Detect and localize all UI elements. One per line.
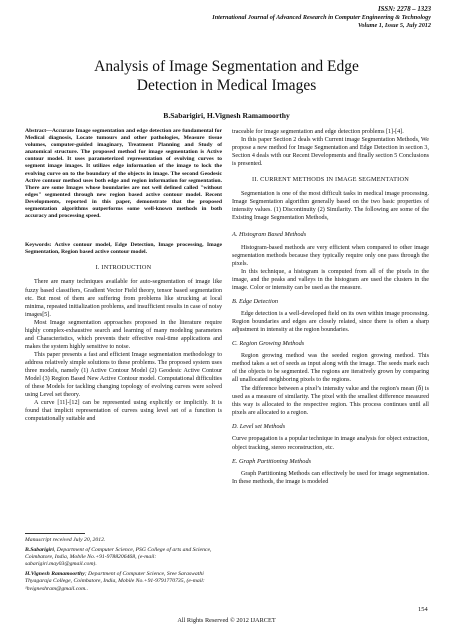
left-column [25,128,222,423]
region-growing-text: ) is used as a measure of similarity. The pixel with the smallest difference measured this way is allocated to the respective region. This process continues until all pixels are allocated to a region. [232,386,429,417]
intro-continuation: traceable for image segmentation and edge detection problems [1]-[4]. [232,129,404,135]
journal-name: International Journal of Advanced Research in Computer Engineering & Technology [212,14,431,22]
paper-title [40,57,413,95]
subsection-heading-level-set: D. Level set Methods [232,423,286,431]
author1-affiliation [25,547,222,568]
subsection-heading-region-growing: C. Region Growing Methods [232,339,305,347]
author1-name: B.Sabarigiri [25,547,54,554]
subsection-heading-histogram: A. Histogram Based Methods [232,231,307,239]
page-footer: All Rights Reserved © 2012 IJARCET [177,617,276,624]
histogram-paragraph: Histogram-based methods are very efficient when compared to other image segmentation methods because they typically require only one pass through the pixels. [232,244,429,267]
region-growing-text: The difference between a pixel’s intensity value and the region's mean ( [241,386,418,393]
intro-paragraph: Most Image segmentation approaches proposed in the literature require highly complex-exhaustive search and learning of many modeling parameters and Characteristics, which prevents their effective real-time applications and makes the system highly sensitive to noise. [25,319,222,350]
current-methods-paragraph: Segmentation is one of the most difficult tasks in medical image processing. Image Segmentation algorithm generally based on the two basic properties of intensity values. (1) Discontinuity (2) Similarity. The following are some of the Existing Image Segmentation Methods, [232,191,429,222]
author1-details: , Department of Computer Science, PSG College of arts and Science, Coimbatore, India, Mobile No.+91-9788206468, (e-mail: sabarigiri.may03@gmail.com). [25,547,212,568]
level-set-paragraph: Curve propagation is a popular technique in image analysis for object extraction, object tracking, stereo reconstruction, etc. [232,436,429,451]
volume-info: Volume 1, Issue 5, July 2012 [357,22,431,30]
author2-details: ; Department of Computer Science, Sree Saraswathi Thyagaraja College, Coimbatore, India, Mobile No.+91-9791770735, (e-mail: ¹hvigneshram@gmail.com.. [25,571,205,592]
footnote-rule [25,533,85,534]
paper-title-line2: Detection in Medical Images [136,77,317,94]
edge-detection-paragraph: Edge detection is a well-developed field on its own within image processing. Region boundaries and edges are closely related, since there is often a sharp adjustment in intensity at the region boundaries. [232,310,429,333]
right-column [232,128,429,486]
region-growing-paragraph: Region growing method was the seeded region growing method. This method takes a set of seeds as input along with the image. The seeds mark each of the objects to be segmented. The regions are iteratively grown by comparing all unallocated neighboring pixels to the regions. [232,353,429,384]
section-heading-introduction: I. INTRODUCTION [95,264,152,272]
delta-symbol: δ [417,384,422,393]
region-growing-paragraph [232,384,429,417]
journal-header [212,6,431,31]
paper-authors: B.Sabarigiri, H.Vignesh Ramamoorthy [163,111,290,120]
author2-name: H.Vignesh Ramamoorthy [25,571,85,578]
manuscript-received: Manuscript received July 20, 2012. [25,537,106,543]
histogram-paragraph: In this technique, a histogram is computed from all of the pixels in the image, and the peaks and valleys in the histogram are used the clusters in the image. Color or intensity can be used as the measure. [232,268,429,291]
author-footnotes [25,533,222,596]
keywords: Keywords: Active contour model, Edge Detection, Image processing, Image Segmentation, Region based active contour model. [25,242,222,256]
issn: ISSN: 2278 – 1323 [377,6,431,13]
subsection-heading-edge-detection: B. Edge Detection [232,297,278,305]
section-heading-current-methods: II. CURRENT METHODS IN IMAGE SEGMENTATION [252,176,409,184]
intro-paragraph: A curve [11]-[12] can be represented using explicitly or implicitly. It is found that implicit representation of curves using level set of a function is computationally suitable and [25,400,222,423]
intro-paragraph: There are many techniques available for auto-segmentation of image like fuzzy based classifiers, Gradient Vector Field theory, tensor based segmentation etc. But most of them are suffering from problems like strucking at local minima, repeated initialization problems, and insufficient results in case of noisy images[5]. [25,279,222,318]
paper-organization: In this paper Section 2 deals with Current image Segmentation Methods, We propose a new method for Image Segmentation and Edge Detection in section 3, Section 4 deals with our Recent Developments and finally section 5 Conclusions is presented. [232,137,429,168]
abstract: Abstract—Accurate Image segmentation and edge detection are fundamental for Medical diagnosis, Locate tumours and other pathologies, Measure tissue volumes, computer-guided imaginary, Treatment Planning and Study of anatomical structure. The proposed method for image segmentation is Active contour model. It uses parameterized representation of evolving curves to segment image images. It utilizes edge information of the image to lock the evolving curve on to the boundary of the objects in image. The second Geodesic Active contour method uses both edge and region information for segmentation. There are some Images whose boundaries are not well defined called "without edges" segmented through new region based active contour model. Recent Developments, reported in this paper, demonstrate that the proposed segmentation algorithms outperforms some well-known methods in both accuracy and processing speed. [25,128,222,220]
paper-title-line1: Analysis of Image Segmentation and Edge [94,58,359,75]
graph-partitioning-paragraph: Graph Partitioning Methods can effectively be used for image segmentation. In these methods, the image is modeled [232,470,429,485]
intro-paragraph: This paper presents a fast and efficient Image segmentation methodology to address relatively simple solutions to these problems. The proposed system uses three models, namely (1) Active Contour Model (2) Geodesic Active Contour Model (3) Region Based New Active Contour model. Computational difficulties of these Models for tackling changing topology of evolving curves were solved using Level set theory. [25,351,222,399]
subsection-heading-graph-partitioning: E. Graph Partitioning Methods [232,457,312,465]
page-number: 154 [418,606,428,613]
author2-affiliation [25,571,222,592]
